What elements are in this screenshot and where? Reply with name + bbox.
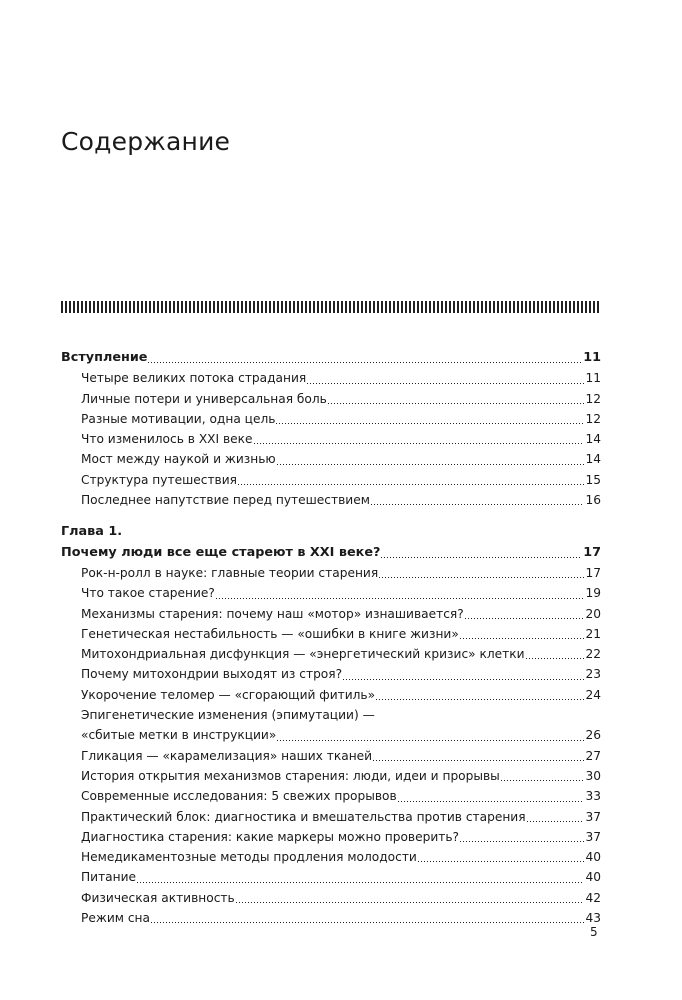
toc-entry-page: 40 [585, 850, 601, 865]
table-of-contents [61, 348, 601, 928]
toc-leader-dots [376, 699, 584, 700]
toc-entry-page: 15 [585, 472, 601, 487]
toc-entry[interactable] [61, 429, 601, 449]
toc-entry[interactable] [61, 786, 601, 806]
toc-entry-page: 30 [585, 768, 601, 783]
toc-entry[interactable] [61, 368, 601, 388]
toc-leader-dots [277, 740, 584, 741]
toc-entry-page: 14 [585, 432, 601, 447]
toc-leader-dots [137, 882, 584, 883]
toc-entry-label: Разные мотивации, одна цель [81, 411, 276, 426]
toc-entry[interactable] [61, 604, 601, 624]
toc-entry[interactable] [61, 543, 601, 563]
toc-entry[interactable] [61, 867, 601, 887]
toc-entry-label: Физическая активность [81, 890, 235, 905]
toc-entry-page: 42 [585, 890, 601, 905]
toc-leader-dots [343, 679, 584, 680]
toc-entry[interactable] [61, 583, 601, 603]
toc-entry[interactable] [61, 490, 601, 510]
toc-entry[interactable] [61, 908, 601, 928]
toc-entry-page: 11 [583, 350, 601, 365]
toc-entry-page: 19 [585, 586, 601, 601]
toc-entry[interactable] [61, 807, 601, 827]
toc-entry[interactable] [61, 847, 601, 867]
toc-entry[interactable] [61, 563, 601, 583]
toc-leader-dots [151, 922, 585, 923]
toc-entry[interactable] [61, 664, 601, 684]
toc-leader-dots [148, 362, 582, 363]
toc-leader-dots [460, 638, 585, 639]
toc-entry-label: Современные исследования: 5 свежих прорывов [81, 789, 397, 804]
toc-leader-dots [328, 403, 585, 404]
toc-leader-dots [216, 598, 585, 599]
toc-entry-label: Что изменилось в XXI веке [81, 432, 253, 447]
toc-entry[interactable] [61, 888, 601, 908]
toc-entry[interactable] [61, 746, 601, 766]
toc-leader-dots [254, 443, 585, 444]
toc-entry-label: Вступление [61, 350, 148, 365]
toc-entry[interactable] [61, 522, 601, 542]
toc-entry-label: Механизмы старения: почему наш «мотор» изнашивается? [81, 606, 464, 621]
toc-leader-dots [398, 801, 585, 802]
toc-leader-dots [527, 821, 585, 822]
toc-entry-label: Практический блок: диагностика и вмешательства против старения [81, 809, 526, 824]
toc-entry[interactable] [61, 725, 601, 745]
toc-leader-dots [381, 557, 582, 558]
toc-entry[interactable] [61, 624, 601, 644]
toc-entry-label: Диагностика старения: какие маркеры можно проверить? [81, 829, 460, 844]
toc-entry-page: 12 [585, 391, 601, 406]
toc-entry-page: 33 [585, 789, 601, 804]
toc-entry[interactable] [61, 827, 601, 847]
toc-entry[interactable] [61, 644, 601, 664]
toc-entry-page: 20 [585, 606, 601, 621]
toc-entry-label: Что такое старение? [81, 586, 215, 601]
toc-entry-page: 21 [585, 626, 601, 641]
toc-entry-page: 23 [585, 667, 601, 682]
toc-entry-label: Укорочение теломер — «сгорающий фитиль» [81, 687, 376, 702]
toc-entry-label: Почему митохондрии выходят из строя? [81, 667, 343, 682]
toc-entry-page: 11 [585, 371, 601, 386]
toc-leader-dots [501, 780, 585, 781]
toc-entry[interactable] [61, 348, 601, 368]
toc-entry-label: Почему люди все еще стареют в XXI веке? [61, 544, 381, 560]
toc-entry[interactable] [61, 449, 601, 469]
toc-entry-page: 14 [585, 452, 601, 467]
toc-entry-page: 17 [585, 565, 601, 580]
toc-entry-label: Питание [81, 870, 137, 885]
page-number: 5 [590, 925, 598, 939]
toc-entry-page: 43 [585, 911, 601, 926]
toc-leader-dots [236, 902, 585, 903]
page-title: Содержание [61, 126, 231, 156]
toc-entry[interactable] [61, 685, 601, 705]
toc-leader-dots [379, 577, 584, 578]
toc-entry-label: Глава 1. [61, 524, 123, 540]
toc-entry-page: 27 [585, 748, 601, 763]
toc-entry-label: Режим сна [81, 911, 150, 926]
toc-entry[interactable] [61, 705, 601, 725]
toc-entry-label: Немедикаментозные методы продления молодости [81, 850, 417, 865]
toc-leader-dots [307, 383, 584, 384]
toc-entry-page: 26 [585, 728, 601, 743]
toc-entry-page: 24 [585, 687, 601, 702]
toc-entry-page: 40 [585, 870, 601, 885]
toc-entry-page: 22 [585, 647, 601, 662]
toc-entry-label: Четыре великих потока страдания [81, 371, 307, 386]
toc-entry-label: Эпигенетические изменения (эпимутации) — [81, 708, 375, 723]
toc-entry-page: 16 [585, 493, 601, 508]
toc-entry-label: Последнее напутствие перед путешествием [81, 493, 370, 508]
toc-leader-dots [238, 484, 585, 485]
toc-entry[interactable] [61, 470, 601, 490]
toc-entry-label: Генетическая нестабильность — «ошибки в книге жизни» [81, 626, 459, 641]
toc-leader-dots [460, 841, 584, 842]
toc-entry-label: Митохондриальная дисфункция — «энергетический кризис» клетки [81, 647, 525, 662]
toc-entry-page: 17 [583, 544, 601, 560]
toc-entry[interactable] [61, 766, 601, 786]
toc-leader-dots [276, 423, 584, 424]
toc-leader-dots [418, 861, 585, 862]
toc-entry-label: История открытия механизмов старения: люди, идеи и прорывы [81, 768, 500, 783]
toc-leader-dots [373, 760, 584, 761]
toc-entry-page: 12 [585, 411, 601, 426]
toc-entry-page: 37 [585, 829, 601, 844]
toc-entry-label: «сбитые метки в инструкции» [81, 728, 277, 743]
decorative-rule [61, 301, 600, 313]
toc-leader-dots [465, 618, 585, 619]
toc-entry-label: Личные потери и универсальная боль [81, 391, 327, 406]
toc-entry-label: Мост между наукой и жизнью [81, 452, 276, 467]
toc-leader-dots [526, 658, 585, 659]
toc-entry-label: Рок-н-ролл в науке: главные теории старения [81, 565, 379, 580]
toc-entry-label: Структура путешествия [81, 472, 237, 487]
toc-entry[interactable] [61, 389, 601, 409]
toc-entry[interactable] [61, 409, 601, 429]
toc-entry-label: Гликация — «карамелизация» наших тканей [81, 748, 373, 763]
toc-leader-dots [277, 464, 585, 465]
toc-leader-dots [371, 504, 585, 505]
toc-entry-page: 37 [585, 809, 601, 824]
